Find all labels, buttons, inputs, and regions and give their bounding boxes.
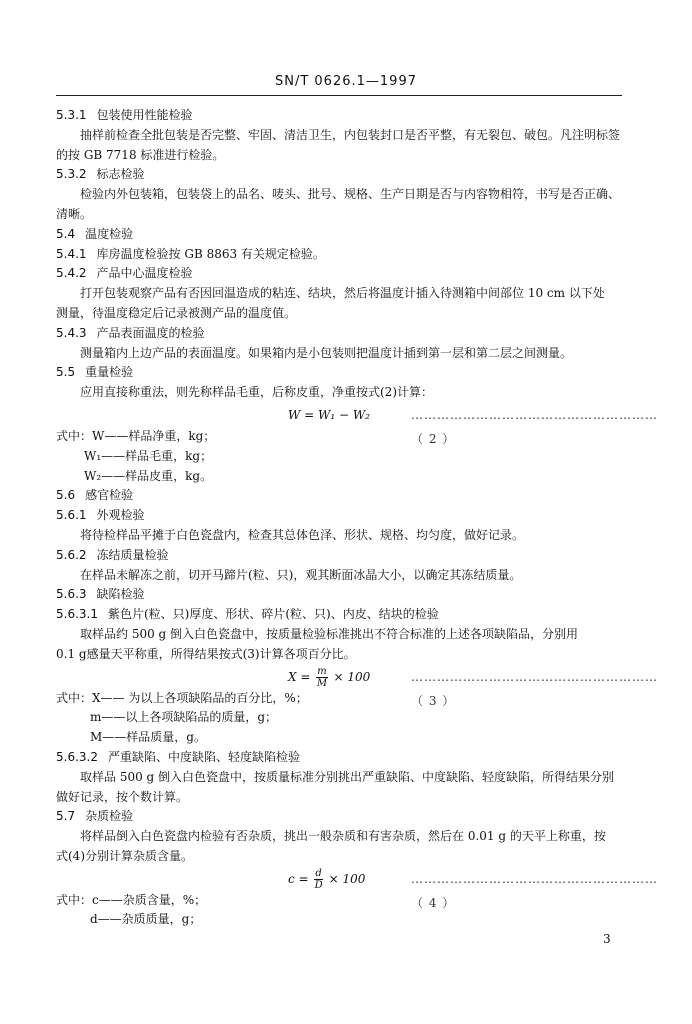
line-text: 取样品约 500 g 倒入白色瓷盘中，按质量检验标准挑出不符合标准的上述各项缺陷品，分别用 [80,626,579,641]
line-text: 包装使用性能检验 [96,108,193,122]
formula-rhs: × 100 [324,871,366,886]
line-text: 做好记录，按个数计算。 [56,789,189,804]
standard-header: SN/T 0626.1—1997 [274,74,417,89]
formula-lhs: X = [288,669,315,684]
line-text: 标志检验 [96,167,145,182]
paragraph-line [56,891,622,911]
paragraph-line [56,625,622,645]
line-text: 式中：c——杂质含量，%； [56,892,207,907]
section-heading [56,225,622,245]
paragraph-line [56,205,622,225]
paragraph-line [56,526,622,546]
section-number: 5.5 [56,365,76,380]
paragraph-line [56,768,622,788]
section-number: 5.4.2 [56,266,87,281]
section-number: 5.4.1 [56,246,87,261]
line-text: W₂——样品皮重，kg。 [84,468,213,483]
paragraph-line [56,728,622,748]
paragraph-line [56,447,622,467]
paragraph-line [56,304,622,324]
paragraph-line [56,827,622,847]
section-number: 5.6.3 [56,587,87,602]
paragraph-line [56,910,622,930]
line-text: 测量箱内上边产品的表面温度。如果箱内是小包装则把温度计插到第一层和第二层之间测量。 [80,345,573,360]
line-text: 的按 GB 7718 标准进行检验。 [56,147,225,162]
section-heading [56,605,622,625]
section-number: 5.4.3 [56,325,87,340]
line-text: 式中：W——样品净重，kg； [56,428,216,443]
line-text: 温度检验 [85,226,134,241]
line-text: W₁——样品毛重，kg； [84,448,213,463]
line-text: 感官检验 [85,488,134,503]
paragraph-line [56,146,622,166]
line-text: 重量检验 [85,365,134,380]
paragraph-line [56,427,622,447]
section-number: 5.6.2 [56,547,87,562]
section-heading [56,486,622,506]
line-text: 检验内外包装箱，包装袋上的品名、唛头、批号、规格、生产日期是否与内容物相符，书写是否正确、 [80,187,621,202]
equation-number: …………………………………………………（ 4 ） [411,871,658,910]
line-text: 式(4)分别计算杂质含量。 [56,848,193,863]
section-heading [56,363,622,383]
formula-fraction [314,868,322,891]
section-heading [56,748,622,768]
section-heading [56,585,622,605]
line-text: m——以上各项缺陷品的质量，g； [90,710,278,725]
line-text: 冻结质量检验 [96,547,169,562]
formula-expression: W = W₁ − W₂ [288,407,370,422]
line-text: 式中：X—— 为以上各项缺陷品的百分比，%； [56,690,308,705]
line-text: 严重缺陷、中度缺陷、轻度缺陷检验 [107,749,300,764]
line-text: 产品表面温度的检验 [96,325,205,340]
formula-expression [288,665,370,689]
formula-numerator: d [315,867,322,879]
section-heading [56,245,622,265]
formula-numerator: m [317,665,327,677]
section-number: 5.6.3.1 [56,607,98,622]
section-number: 5.6.1 [56,508,87,523]
line-text: 将待检样品平摊于白色瓷盘内，检查其总体色泽、形状、规格、均匀度，做好记录。 [80,527,525,542]
line-text: 取样品 500 g 倒入白色瓷盘中，按质量标准分别挑出严重缺陷、中度缺陷、轻度缺陷，所得结果分别 [80,769,615,784]
paragraph-line [56,689,622,709]
formula-lhs: c = [288,871,313,886]
line-text: 清晰。 [56,206,93,221]
line-text: 库房温度检验按 GB 8863 有关规定检验。 [96,246,325,261]
line-text: 打开包装观察产品有否因回温造成的粘连、结块，然后将温度计插入待测箱中间部位 10 cm 以下处 [80,286,605,301]
paragraph-line [56,566,622,586]
section-heading [56,546,622,566]
paragraph-line [56,847,622,867]
section-number: 5.3.1 [56,108,87,122]
paragraph-line [56,344,622,364]
line-text: 抽样前检查全批包装是否完整、牢固、清洁卫生，内包装封口是否平整，有无裂包、破包。凡注明标签 [80,127,621,142]
line-text: 测量，待温度稳定后记录被测产品的温度值。 [56,305,297,320]
formula-denominator: M [316,677,328,689]
page-number: 3 [603,932,611,946]
formula-denominator: D [314,879,323,891]
paragraph-line [56,645,622,665]
section-heading [56,506,622,526]
line-text: 杂质检验 [85,809,134,824]
line-text: 紫色片(粒、只)厚度、形状、碎片(粒、只)、内皮、结块的检验 [107,607,439,622]
formula-rhs: × 100 [329,669,371,684]
document-body [56,106,658,930]
line-text: 将样品倒入白色瓷盘内检验有否杂质，挑出一般杂质和有害杂质，然后在 0.01 g 的天平上称重，按 [80,829,606,844]
line-text: 在样品未解冻之前，切开马蹄片(粒、只)，观其断面冰晶大小，以确定其冻结质量。 [80,567,522,582]
line-text: d——杂质质量，g； [90,912,202,927]
paragraph-line [56,185,622,205]
line-text: 产品中心温度检验 [96,266,193,281]
section-heading [56,106,622,126]
line-text: 缺陷检验 [96,587,145,602]
equation-number: …………………………………………………（ 2 ） [411,407,658,446]
paragraph-line [56,467,622,487]
section-heading [56,264,622,284]
paragraph-line [56,788,622,808]
section-number: 5.6.3.2 [56,749,98,764]
section-number: 5.3.2 [56,167,87,182]
paragraph-line [56,383,622,403]
section-number: 5.7 [56,809,76,824]
equation-number: …………………………………………………（ 3 ） [411,669,658,708]
formula-expression [288,867,365,891]
line-text: 外观检验 [96,508,145,523]
section-heading [56,324,622,344]
paragraph-line [56,708,622,728]
section-heading [56,165,622,185]
section-number: 5.4 [56,226,76,241]
line-text: M——样品质量，g。 [90,730,206,745]
paragraph-line [56,126,622,146]
section-heading [56,807,622,827]
header-rule [56,95,622,96]
line-text: 应用直接称重法，则先称样品毛重，后称皮重，净重按式(2)计算： [80,385,434,400]
paragraph-line [56,284,622,304]
line-text: 0.1 g感量天平称重，所得结果按式(3)计算各项百分比。 [56,646,356,661]
section-number: 5.6 [56,488,76,503]
formula-fraction [316,666,327,689]
